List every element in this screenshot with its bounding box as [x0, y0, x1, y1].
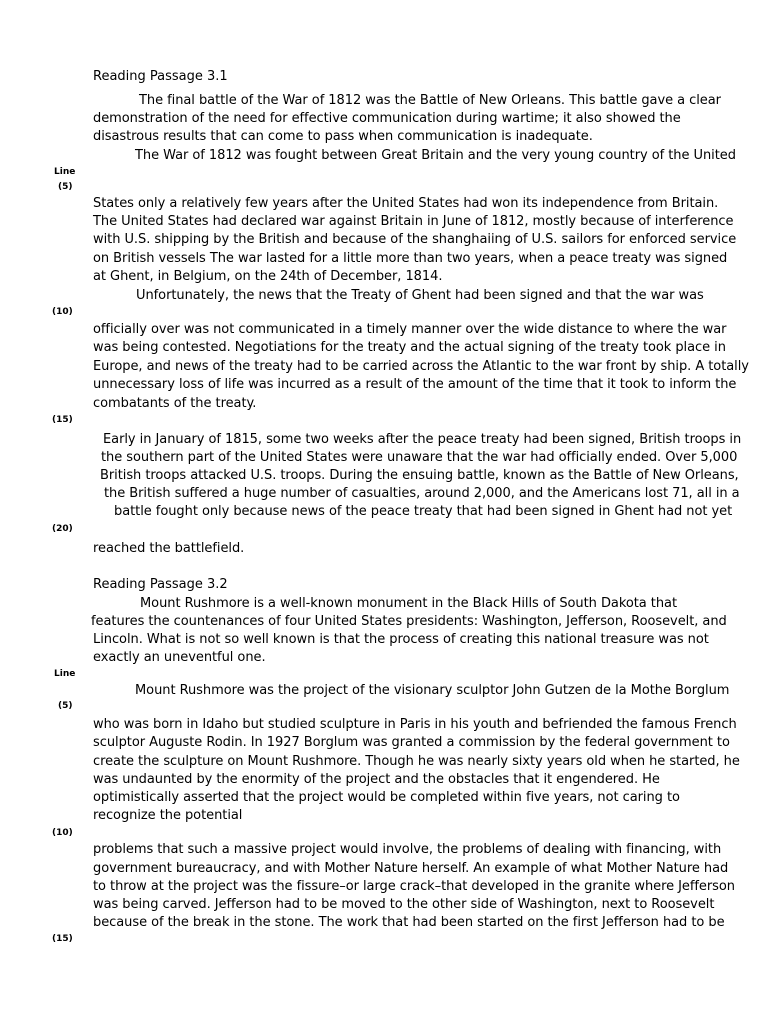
passage-2-line: Mount Rushmore is a well-known monument in the Black Hills of South Dakota that: [140, 596, 677, 611]
passage-1-line: The final battle of the War of 1812 was the Battle of New Orleans. This battle gave a clear: [139, 93, 721, 108]
passage-1-line: unnecessary loss of life was incurred as a result of the amount of the time that it took to inform the: [93, 377, 737, 392]
passage-1-line: Unfortunately, the news that the Treaty of Ghent had been signed and that the war was: [136, 288, 704, 303]
passage-1-line: on British vessels The war lasted for a little more than two years, when a peace treaty was signed: [93, 251, 728, 266]
passage-1-line: combatants of the treaty.: [93, 396, 257, 411]
line-marker-10: (10): [52, 828, 73, 838]
line-marker-15: (15): [52, 415, 73, 425]
passage-2-line: exactly an uneventful one.: [93, 650, 266, 665]
passage-1-line: disastrous results that can come to pass when communication is inadequate.: [93, 129, 593, 144]
passage-2-line: recognize the potential: [93, 808, 243, 823]
passage-1-line: reached the battlefield.: [93, 541, 245, 556]
passage-1-line: British troops attacked U.S. troops. During the ensuing battle, known as the Battle of New Orleans,: [100, 468, 739, 483]
line-marker-label: Line: [54, 669, 76, 679]
passage-1-line: with U.S. shipping by the British and because of the shanghaiing of U.S. sailors for enforced service: [93, 232, 737, 247]
line-marker-label: Line: [54, 167, 76, 177]
passage-2-title: Reading Passage 3.2: [93, 577, 228, 592]
passage-1-line: the southern part of the United States were unaware that the war had officially ended. Over 5,000: [101, 450, 738, 465]
passage-1-line: States only a relatively few years after the United States had won its independence from Britain.: [93, 196, 719, 211]
passage-1-line: demonstration of the need for effective communication during wartime; it also showed the: [93, 111, 681, 126]
passage-1-title: Reading Passage 3.1: [93, 69, 228, 84]
passage-1-line: the British suffered a huge number of casualties, around 2,000, and the Americans lost 71, all in a: [104, 486, 740, 501]
line-marker-5: (5): [58, 701, 73, 711]
passage-1-line: at Ghent, in Belgium, on the 24th of December, 1814.: [93, 269, 443, 284]
passage-2-line: problems that such a massive project would involve, the problems of dealing with financing, with: [93, 842, 722, 857]
line-marker-15: (15): [52, 934, 73, 944]
passage-1-line: Europe, and news of the treaty had to be carried across the Atlantic to the war front by ship. A totally: [93, 359, 749, 374]
passage-2-line: optimistically asserted that the project would be completed within five years, not caring to: [93, 790, 680, 805]
passage-2-line: Mount Rushmore was the project of the visionary sculptor John Gutzen de la Mothe Borglum: [135, 683, 730, 698]
passage-1-line: The War of 1812 was fought between Great Britain and the very young country of the United: [135, 148, 736, 163]
passage-2-line: because of the break in the stone. The work that had been started on the first Jefferson had to be: [93, 915, 725, 930]
passage-2-line: sculptor Auguste Rodin. In 1927 Borglum was granted a commission by the federal government to: [93, 735, 730, 750]
line-marker-10: (10): [52, 307, 73, 317]
passage-2-line: who was born in Idaho but studied sculpture in Paris in his youth and befriended the famous French: [93, 717, 737, 732]
passage-1-line: was being contested. Negotiations for the treaty and the actual signing of the treaty took place in: [93, 340, 726, 355]
passage-2-line: government bureaucracy, and with Mother Nature herself. An example of what Mother Nature had: [93, 861, 729, 876]
passage-2-line: create the sculpture on Mount Rushmore. Though he was nearly sixty years old when he started, he: [93, 754, 740, 769]
passage-1-line: Early in January of 1815, some two weeks after the peace treaty had been signed, British troops in: [103, 432, 742, 447]
passage-1-line: The United States had declared war against Britain in June of 1812, mostly because of interference: [93, 214, 734, 229]
passage-2-line: to throw at the project was the fissure–or large crack–that developed in the granite where Jefferson: [93, 879, 735, 894]
passage-2-line: was being carved. Jefferson had to be moved to the other side of Washington, next to Roosevelt: [93, 897, 715, 912]
passage-1-line: officially over was not communicated in a timely manner over the wide distance to where the war: [93, 322, 727, 337]
passage-2-line: features the countenances of four United States presidents: Washington, Jefferson, Roosevelt, and: [91, 614, 727, 629]
line-marker-20: (20): [52, 524, 73, 534]
passage-2-line: was undaunted by the enormity of the project and the obstacles that it engendered. He: [93, 772, 660, 787]
line-marker-5: (5): [58, 182, 73, 192]
passage-2-line: Lincoln. What is not so well known is that the process of creating this national treasure was not: [93, 632, 709, 647]
passage-1-line: battle fought only because news of the peace treaty that had been signed in Ghent had not yet: [114, 504, 733, 519]
